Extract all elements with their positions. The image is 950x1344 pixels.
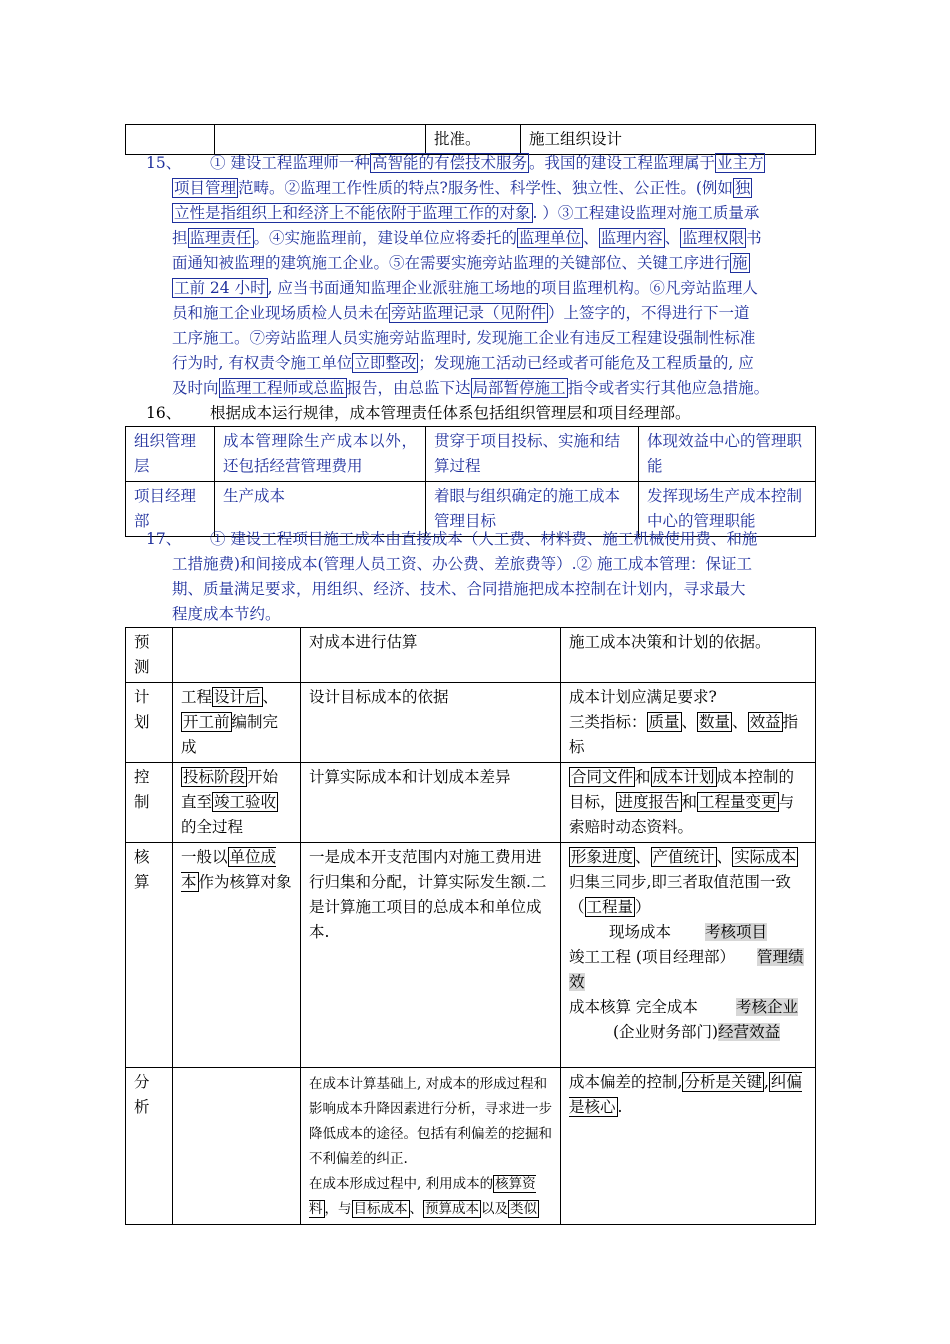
boxed-term: 实际成本 xyxy=(734,848,797,866)
table-cell: 项目经理部 xyxy=(126,482,215,537)
boxed-term: 投标阶段 xyxy=(183,768,246,786)
boxed-term: 质量 xyxy=(648,713,680,731)
table-cell xyxy=(561,843,816,1068)
text: 和 xyxy=(635,768,651,786)
table-cell: 施工成本决策和计划的依据。 xyxy=(561,628,816,683)
text: 、 xyxy=(583,229,599,247)
text: 一般以 xyxy=(181,848,228,866)
boxed-term: 独 xyxy=(734,179,751,197)
text: 成本核算 完全成本 xyxy=(569,998,698,1016)
text: 指标 xyxy=(569,713,799,756)
boxed-term: 项目管理 xyxy=(174,179,237,197)
table-row-control xyxy=(126,763,816,843)
table-cell xyxy=(561,763,816,843)
text: 及时向 xyxy=(172,379,219,397)
text-line xyxy=(569,1020,807,1045)
text: 范畴。②监理工作性质的特点?服务性、科学性、独立性、公正性。(例如 xyxy=(238,179,733,197)
text: 与索赔时动态资料。 xyxy=(569,793,795,836)
boxed-term: 产值统计 xyxy=(652,848,715,866)
table-cell: 计算实际成本和计划成本差异 xyxy=(301,763,561,843)
table-cell: 设计目标成本的依据 xyxy=(301,683,561,763)
highlighted-term: 经营效益 xyxy=(718,1023,781,1041)
item16-text: 根据成本运行规律，成本管理责任体系包括组织管理层和项目经理部。 xyxy=(210,404,691,422)
text-line xyxy=(569,995,807,1020)
boxed-term: 施 xyxy=(732,254,748,272)
text: 三类指标： xyxy=(569,713,647,731)
boxed-term: 工前 24 小时 xyxy=(174,279,266,297)
text: ） xyxy=(635,898,651,916)
boxed-term: 效益 xyxy=(749,713,781,731)
text: 、 xyxy=(664,229,681,247)
table-cell xyxy=(173,763,301,843)
text: 在成本计算基础上, 对成本的形成过程和影响成本升降因素进行分析，寻求进一步降低成本的途径。包括有利偏差的挖掘和不利偏差的纠正. xyxy=(309,1076,552,1167)
text: 成本计划应满足要求? xyxy=(569,688,717,706)
item-number: 15、 xyxy=(146,154,182,172)
text: 归集三同步,即三者取值范围一致（ xyxy=(569,873,791,916)
table-cell: 体现效益中心的管理职能 xyxy=(639,427,816,482)
table-cell: 发挥现场生产成本控制中心的管理职能 xyxy=(639,482,816,537)
boxed-term: 核算资料 xyxy=(309,1176,536,1217)
text: 工序施工。⑦旁站监理人员实施旁站监理时, 发现施工企业有违反工程建设强制性标准 xyxy=(172,329,756,347)
text: 员和施工企业现场质检人员未在 xyxy=(172,304,390,322)
boxed-term: 高智能的有偿技术服务 xyxy=(371,154,527,172)
text: 开始直至 xyxy=(181,768,279,811)
boxed-term: 类似 xyxy=(510,1201,537,1217)
boxed-term: 旁站监理记录（见附件 xyxy=(391,304,547,322)
boxed-term: 工程量变更 xyxy=(699,793,777,811)
table-cell xyxy=(561,1068,816,1225)
boxed-term: 成本计划 xyxy=(652,768,715,786)
text: ① 建设工程监理师一种 xyxy=(210,154,370,172)
text: . ）③工程建设监理对施工质量承 xyxy=(532,204,760,222)
boxed-term: 纠偏是核心 xyxy=(569,1073,802,1116)
table-cell: 分析 xyxy=(126,1068,173,1225)
text: ）上签字的，不得进行下一道 xyxy=(548,304,750,322)
boxed-term: 进度报告 xyxy=(617,793,680,811)
table-cell: 控制 xyxy=(126,763,173,843)
text-line: 工措施费)和间接成本(管理人员工资、办公费、差旅费等）.② 施工成本管理：保证工 xyxy=(172,555,752,573)
table-cell: 批准。 xyxy=(426,125,521,155)
boxed-term: 数量 xyxy=(699,713,731,731)
item-number: 17、 xyxy=(146,530,182,548)
text: 。我国的建设工程监理属于 xyxy=(528,154,715,172)
boxed-term: 形象进度 xyxy=(571,848,634,866)
table-row-analysis xyxy=(126,1068,816,1225)
text: 的全过程 xyxy=(181,818,244,836)
text: 成本控制的目标， xyxy=(569,768,795,811)
boxed-term: 立性是指组织上和经济上不能依附于监理工作的对象 xyxy=(174,204,531,222)
table-cell xyxy=(173,628,301,683)
text: 行为时, 有权责令施工单位 xyxy=(172,354,353,372)
table-cell: 生产成本 xyxy=(215,482,426,537)
item17-paragraph xyxy=(172,527,812,627)
boxed-term: 监理内容 xyxy=(600,229,663,247)
boxed-term: 合同文件 xyxy=(571,768,634,786)
table-cell xyxy=(215,125,426,155)
text: 面通知被监理的建筑施工企业。⑤在需要实施旁站监理的关键部位、关键工序进行 xyxy=(172,254,731,272)
text: , xyxy=(763,1073,769,1091)
text: 工程 xyxy=(181,688,213,706)
text: 以及 xyxy=(481,1201,508,1217)
boxed-term: 监理责任 xyxy=(189,229,252,247)
table-cell xyxy=(301,1068,561,1225)
item16-table xyxy=(125,426,816,537)
boxed-term: 单位成本 xyxy=(181,848,277,891)
table-cell: 一是成本开支范围内对施工费用进行归集和分配，计算实际发生额.二是计算施工项目的总成本和单位成本. xyxy=(301,843,561,1068)
text-line: ① 建设工程项目施工成本由直接成本（人工费、材料费、施工机械使用费、和施 xyxy=(210,530,758,548)
item17-table xyxy=(125,627,816,1225)
highlighted-term: 管理绩效 xyxy=(569,948,804,991)
text: 报告，由总监下达 xyxy=(346,379,471,397)
text: 。④实施监理前，建设单位应将委托的 xyxy=(253,229,518,247)
boxed-term: 工程量 xyxy=(586,898,634,916)
highlighted-term: 考核项目 xyxy=(705,923,768,941)
table-cell xyxy=(561,683,816,763)
table-row-plan xyxy=(126,683,816,763)
table-cell xyxy=(173,1068,301,1225)
table-cell: 着眼与组织确定的施工成本管理目标 xyxy=(426,482,639,537)
table-row xyxy=(126,427,816,482)
text: 担 xyxy=(172,229,188,247)
boxed-term: 局部暂停施工 xyxy=(472,379,566,397)
boxed-term: 分析是关键 xyxy=(684,1073,762,1091)
item15-paragraph xyxy=(172,151,812,401)
boxed-term: 监理权限 xyxy=(682,229,745,247)
text: . xyxy=(617,1098,623,1116)
text: 、 xyxy=(262,688,279,706)
table-cell xyxy=(126,125,215,155)
item-number: 16、 xyxy=(146,404,182,422)
text: 、 xyxy=(681,713,698,731)
text-line xyxy=(569,920,807,945)
text: ；发现施工活动已经或者可能危及工程质量的, 应 xyxy=(418,354,754,372)
text: 指令或者实行其他应急措施。 xyxy=(567,379,770,397)
text-line: 期、质量满足要求，用组织、经济、技术、合同措施把成本控制在计划内，寻求最大 xyxy=(172,580,746,598)
text-line xyxy=(569,945,807,995)
text: 、 xyxy=(635,848,651,866)
table-cell: 对成本进行估算 xyxy=(301,628,561,683)
text: ，与 xyxy=(324,1201,352,1217)
table-cell: 成本管理除生产成本以外，还包括经营管理费用 xyxy=(215,427,426,482)
text: 、 xyxy=(409,1201,423,1217)
boxed-term: 监理工程师或总监 xyxy=(220,379,345,397)
text: 、 xyxy=(716,848,733,866)
table-row-predict xyxy=(126,628,816,683)
boxed-term: 监理单位 xyxy=(519,229,582,247)
boxed-term: 立即整改 xyxy=(354,354,417,372)
text: 竣工工程 (项目经理部） xyxy=(569,948,735,966)
text: 在成本形成过程中, 利用成本的 xyxy=(309,1176,494,1192)
text: 成本偏差的控制, xyxy=(569,1073,683,1091)
boxed-term: 竣工验收 xyxy=(214,793,277,811)
text: 编制完成 xyxy=(181,713,279,756)
text: 和 xyxy=(681,793,698,811)
table-cell: 施工组织设计 xyxy=(521,125,816,155)
text: 书 xyxy=(746,229,762,247)
table-cell: 组织管理层 xyxy=(126,427,215,482)
boxed-term: 目标成本 xyxy=(353,1201,408,1217)
text: (企业财务部门) xyxy=(613,1023,719,1041)
table-row xyxy=(126,125,816,155)
table-cell: 预测 xyxy=(126,628,173,683)
table-cell xyxy=(173,843,301,1068)
text: 作为核算对象 xyxy=(198,873,292,891)
boxed-term: 设计后 xyxy=(214,688,261,706)
boxed-term: 开工前 xyxy=(183,713,230,731)
table-cell: 核算 xyxy=(126,843,173,1068)
table-cell: 贯穿于项目投标、实施和结算过程 xyxy=(426,427,639,482)
text: , 应当书面通知监理企业派驻施工场地的项目监理机构。⑥凡旁站监理人 xyxy=(267,279,758,297)
highlighted-term: 考核企业 xyxy=(735,998,798,1016)
table-cell xyxy=(173,683,301,763)
table-cell: 计划 xyxy=(126,683,173,763)
text: 、 xyxy=(732,713,748,731)
text: 现场成本 xyxy=(609,923,672,941)
boxed-term: 业主方 xyxy=(716,154,764,172)
text-line: 程度成本节约。 xyxy=(172,605,281,623)
table-row-account xyxy=(126,843,816,1068)
boxed-term: 预算成本 xyxy=(425,1201,479,1217)
